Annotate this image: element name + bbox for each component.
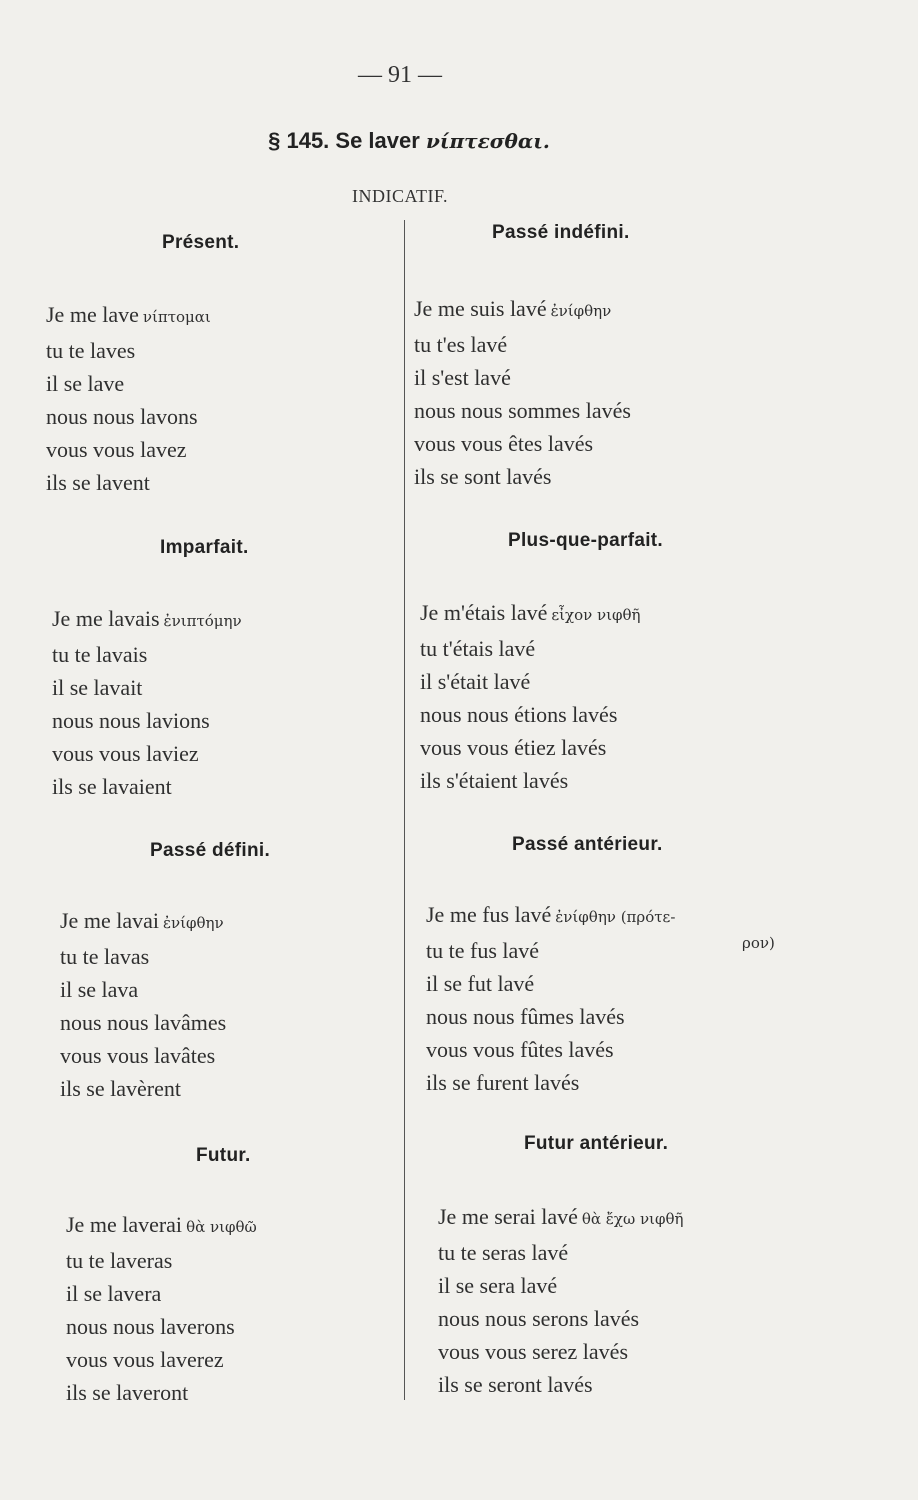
greek-gloss: ἐνίφθην (162, 914, 224, 932)
conj-line: tu te lavas (60, 944, 150, 969)
conj-line: nous nous serons lavés (438, 1306, 640, 1331)
conj-line: vous vous serez lavés (438, 1339, 629, 1364)
conj-line: tu te lavais (52, 642, 148, 667)
conj-line: vous vous laverez (66, 1347, 224, 1372)
page-number: — 91 — (358, 62, 442, 88)
conj-line: tu t'es lavé (414, 332, 508, 357)
conj-line: il se lavait (52, 675, 143, 700)
conj-line: Je me laverai θὰ νιφθῶ (66, 1212, 257, 1237)
conj-line: nous nous lavions (52, 708, 210, 733)
conjugation-futur-anterieur (438, 1200, 683, 1401)
section-title-greek: νίπτεσθαι. (425, 129, 550, 153)
conj-line: nous nous lavons (46, 404, 198, 429)
conj-line: nous nous fûmes lavés (426, 1004, 625, 1029)
conj-line: ils s'étaient lavés (420, 768, 569, 793)
greek-gloss: ἐνίφθην (550, 302, 612, 320)
conjugation-passe-anterieur (426, 898, 675, 1099)
heading-passe-indefini: Passé indéfini. (492, 222, 630, 243)
conj-line: Je m'étais lavé εἶχον νιφθῆ (420, 600, 641, 625)
conj-line: Je me suis lavé ἐνίφθην (414, 296, 612, 321)
greek-gloss: θὰ ἔχω νιφθῆ (581, 1210, 684, 1228)
conj-line: Je me serai lavé θὰ ἔχω νιφθῆ (438, 1204, 684, 1229)
conj-line: ils se furent lavés (426, 1070, 580, 1095)
conj-line: il se lava (60, 977, 139, 1002)
conj-line: il se sera lavé (438, 1273, 558, 1298)
conj-line: Je me lave νίπτομαι (46, 302, 211, 327)
conj-line: tu te laves (46, 338, 136, 363)
greek-gloss: θὰ νιφθῶ (186, 1218, 257, 1236)
conj-line: Je me fus lavé ἐνίφθην (πρότε- (426, 902, 676, 927)
conj-line: il se lave (46, 371, 125, 396)
conj-line: tu t'étais lavé (420, 636, 536, 661)
heading-futur: Futur. (196, 1145, 251, 1166)
conj-line: ils se lavent (46, 470, 150, 495)
greek-gloss: νίπτομαι (142, 308, 211, 326)
mood-heading: INDICATIF. (351, 186, 449, 206)
conjugation-futur (66, 1208, 257, 1409)
conj-line: vous vous lavez (46, 437, 187, 462)
greek-gloss: ἐνιπτόμην (163, 612, 242, 630)
conj-line: nous nous laverons (66, 1314, 235, 1339)
conj-line: vous vous êtes lavés (414, 431, 594, 456)
conj-line: il s'est lavé (414, 365, 511, 390)
conjugation-imparfait (52, 602, 242, 803)
conjugation-passe-defini (60, 904, 226, 1105)
conj-line: vous vous laviez (52, 741, 199, 766)
conj-line: ils se sont lavés (414, 464, 552, 489)
conj-line: tu te fus lavé (426, 938, 540, 963)
conj-line: tu te seras lavé (438, 1240, 569, 1265)
conj-line: vous vous fûtes lavés (426, 1037, 614, 1062)
conj-line: il s'était lavé (420, 669, 531, 694)
heading-passe-defini: Passé défini. (150, 840, 271, 861)
conj-line: tu te laveras (66, 1248, 173, 1273)
conj-line: nous nous étions lavés (420, 702, 618, 727)
conj-line: ils se lavaient (52, 774, 172, 799)
heading-present: Présent. (162, 232, 240, 253)
heading-plus-que-parfait: Plus-que-parfait. (508, 530, 664, 551)
conjugation-present (46, 298, 211, 499)
section-title (0, 128, 818, 154)
conjugation-passe-indefini (414, 292, 631, 493)
conj-line: ils se lavèrent (60, 1076, 181, 1101)
conj-line: vous vous étiez lavés (420, 735, 607, 760)
heading-passe-anterieur: Passé antérieur. (512, 834, 663, 855)
column-divider (404, 220, 405, 1400)
conj-line: il se fut lavé (426, 971, 535, 996)
conj-line: ils se laveront (66, 1380, 189, 1405)
section-title-text: § 145. Se laver (268, 128, 420, 153)
conjugation-plus-que-parfait (420, 596, 641, 797)
greek-gloss: εἶχον νιφθῆ (551, 606, 641, 624)
conj-line: Je me lavai ἐνίφθην (60, 908, 224, 933)
greek-gloss: ἐνίφθην (πρότε- (555, 908, 676, 926)
conj-line: Je me lavais ἐνιπτόμην (52, 606, 242, 631)
conj-line: ils se seront lavés (438, 1372, 593, 1397)
conj-line: il se lavera (66, 1281, 162, 1306)
heading-imparfait: Imparfait. (160, 537, 249, 558)
conj-line: nous nous sommes lavés (414, 398, 631, 423)
conj-line: vous vous lavâtes (60, 1043, 216, 1068)
greek-gloss-continuation: ρον) (742, 934, 775, 952)
heading-futur-anterieur: Futur antérieur. (524, 1133, 669, 1154)
conj-line: nous nous lavâmes (60, 1010, 227, 1035)
